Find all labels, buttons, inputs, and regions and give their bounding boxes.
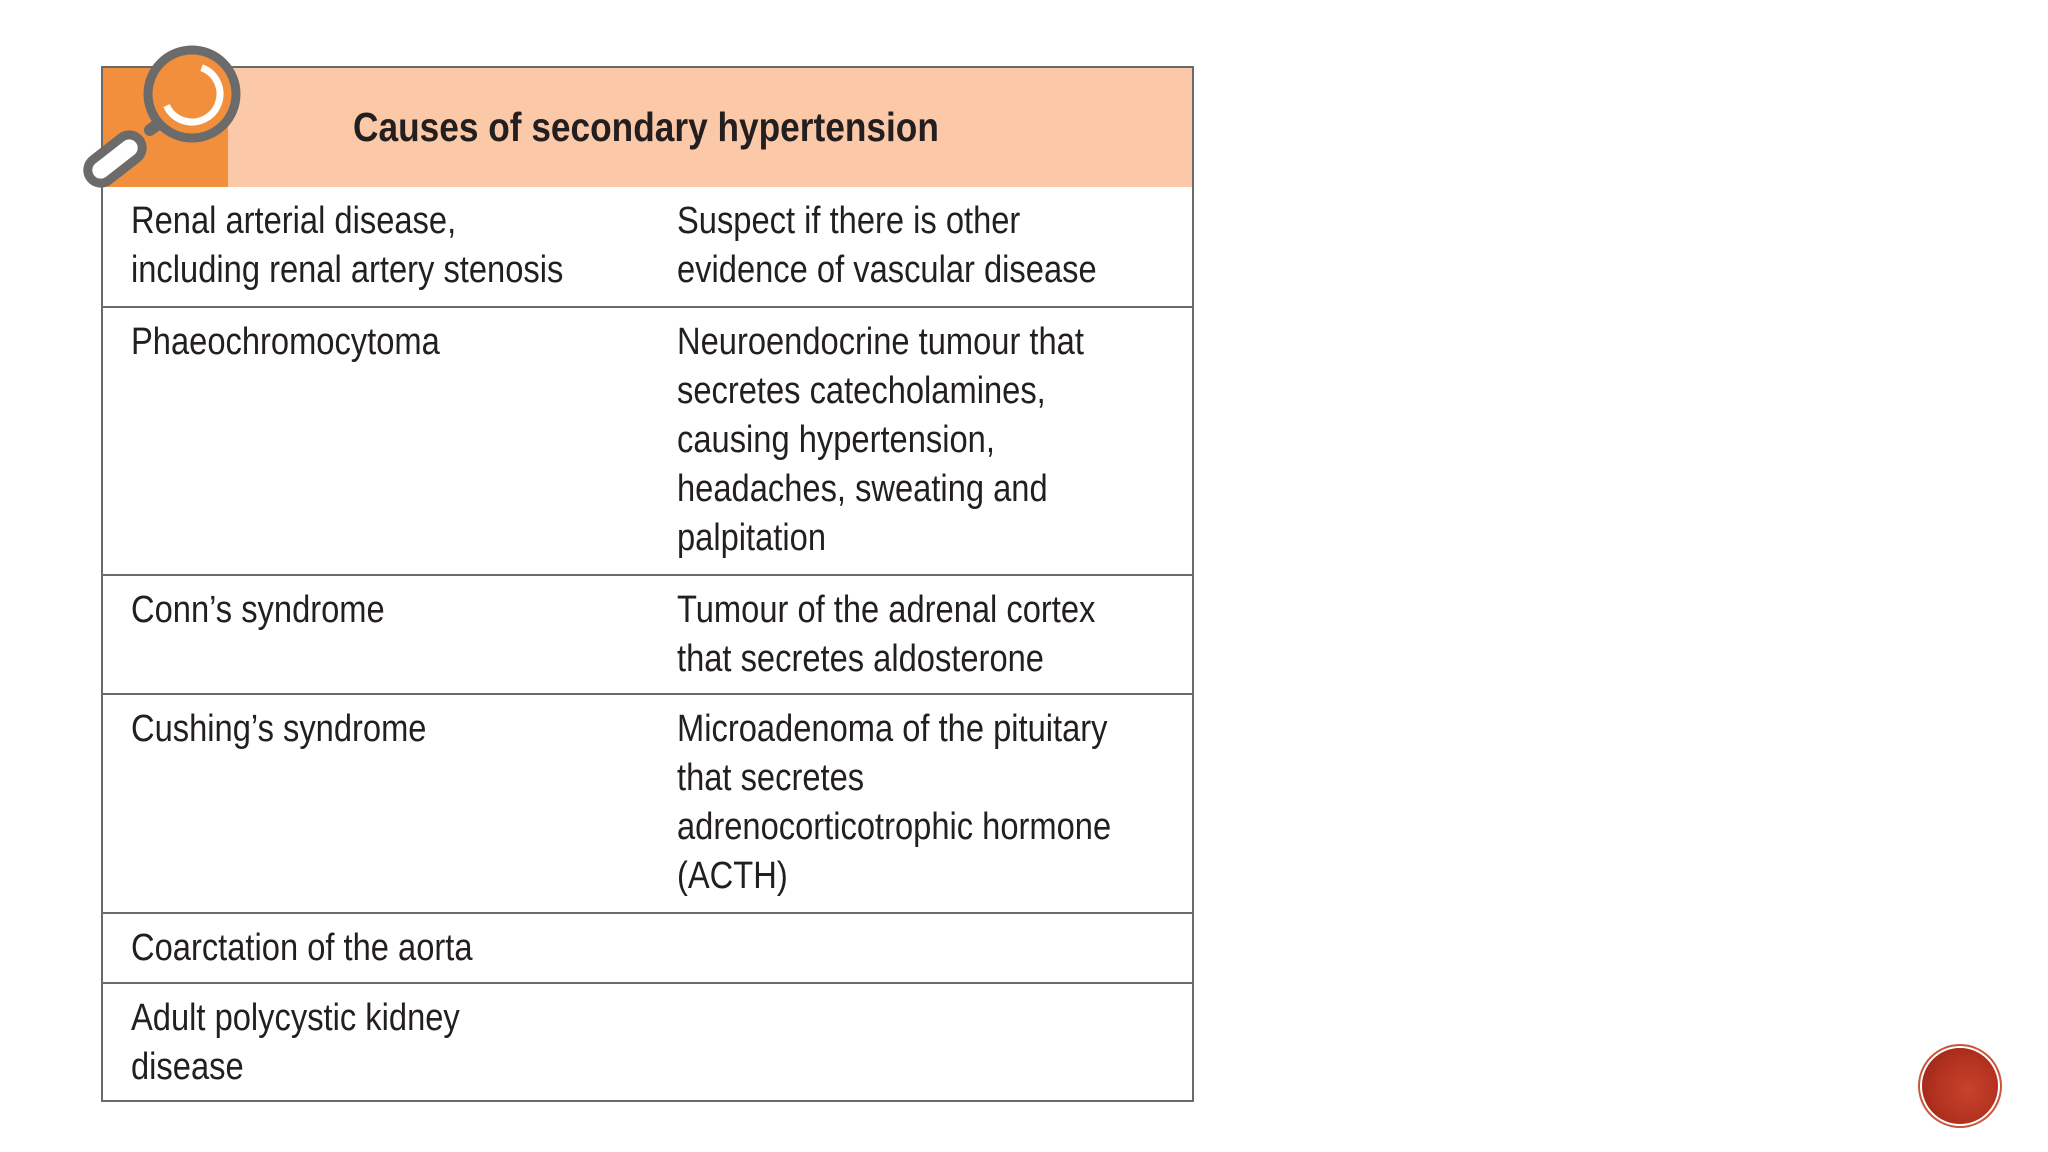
- table-body: [103, 187, 1192, 1101]
- magnifier-icon: [74, 38, 244, 188]
- table-row: [103, 306, 1192, 574]
- description-cell: Suspect if there is other evidence of vascular disease: [677, 200, 1097, 291]
- description-cell: Microadenoma of the pituitary that secretes adrenocorticotrophic hormone (ACTH): [677, 708, 1112, 897]
- cause-cell: Phaeochromocytoma: [131, 321, 440, 363]
- description-cell: Tumour of the adrenal cortex that secretes aldosterone: [677, 589, 1096, 680]
- table-row: [103, 693, 1192, 912]
- cause-cell: Coarctation of the aorta: [131, 927, 473, 969]
- table-row: [103, 912, 1192, 982]
- slide-nav-bubble[interactable]: [1922, 1048, 1998, 1124]
- cause-cell: Cushing’s syndrome: [131, 708, 427, 750]
- hypertension-causes-table: [101, 66, 1194, 1102]
- table-row: [103, 982, 1192, 1101]
- cause-cell: Renal arterial disease, including renal artery stenosis: [131, 200, 564, 291]
- cause-cell: Adult polycystic kidney disease: [131, 997, 460, 1088]
- table-row: [103, 574, 1192, 693]
- table-header: [103, 68, 1192, 187]
- table-title: Causes of secondary hypertension: [353, 104, 939, 150]
- description-cell: Neuroendocrine tumour that secretes catecholamines, causing hypertension, headaches, sweating and palpitation: [677, 321, 1084, 559]
- table-row: [103, 187, 1192, 306]
- cause-cell: Conn’s syndrome: [131, 589, 385, 631]
